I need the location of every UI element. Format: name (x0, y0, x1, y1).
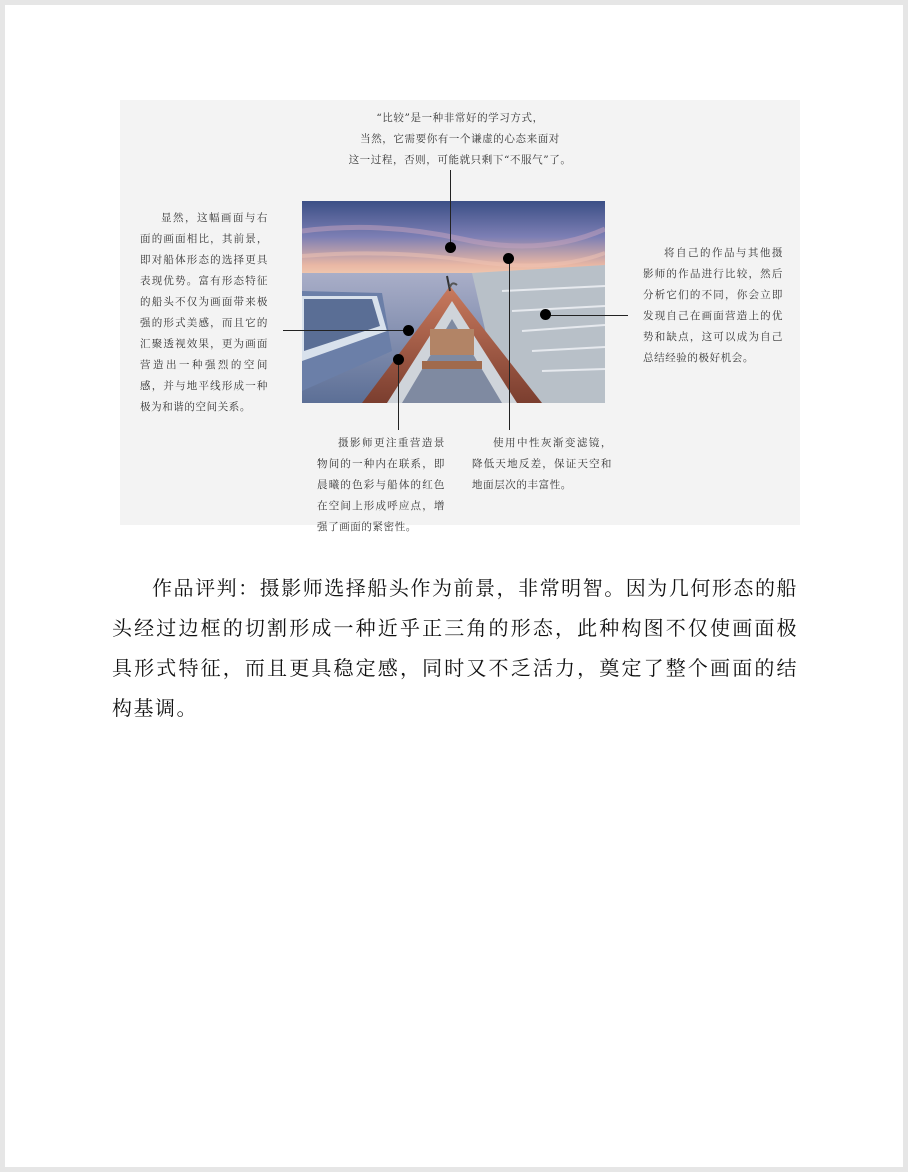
leader-top (450, 170, 451, 247)
callout-dot-top (445, 242, 456, 253)
callout-dot-left (403, 325, 414, 336)
annotation-left: 显然，这幅画面与右面的画面相比，其前景，即对船体形态的选择更具表现优势。富有形态特征的船头不仅为画面带来极强的形式美感，而且它的汇聚透视效果，更为画面营造出一种强烈的空间感，并与地平线形成一种极为和谐的空间关系。 (140, 212, 268, 413)
leader-bottom-right (509, 259, 510, 430)
annotation-top: “比较”是一种非常好的学习方式， 当然，它需要你有一个谦虚的心态来面对 这一过程，否则，可能就只剩下“不服气”了。 (348, 112, 572, 166)
leader-right (546, 315, 628, 316)
callout-dot-right (540, 309, 551, 320)
callout-dot-sky (503, 253, 514, 264)
leader-bottom-left (398, 360, 399, 430)
callout-dot-bottom-left (393, 354, 404, 365)
leader-left (283, 330, 408, 331)
body-paragraph: 作品评判：摄影师选择船头作为前景，非常明智。因为几何形态的船头经过边框的切割形成一种近乎正三角的形态，此种构图不仅使画面极具形式特征，而且更具稳定感，同时又不乏活力，奠定了整个画面的结构基调。 (112, 576, 798, 720)
annotation-bottom-right: 使用中性灰渐变滤镜，降低天地反差，保证天空和地面层次的丰富性。 (472, 437, 612, 491)
annotation-bottom-left: 摄影师更注重营造景物间的一种内在联系，即晨曦的色彩与船体的红色在空间上形成呼应点，增强了画面的紧密性。 (317, 437, 445, 533)
boat-photo (302, 201, 605, 403)
annotation-right: 将自己的作品与其他摄影师的作品进行比较，然后分析它们的不同，你会立即发现自己在画面营造上的优势和缺点，这可以成为自己总结经验的极好机会。 (643, 247, 783, 364)
